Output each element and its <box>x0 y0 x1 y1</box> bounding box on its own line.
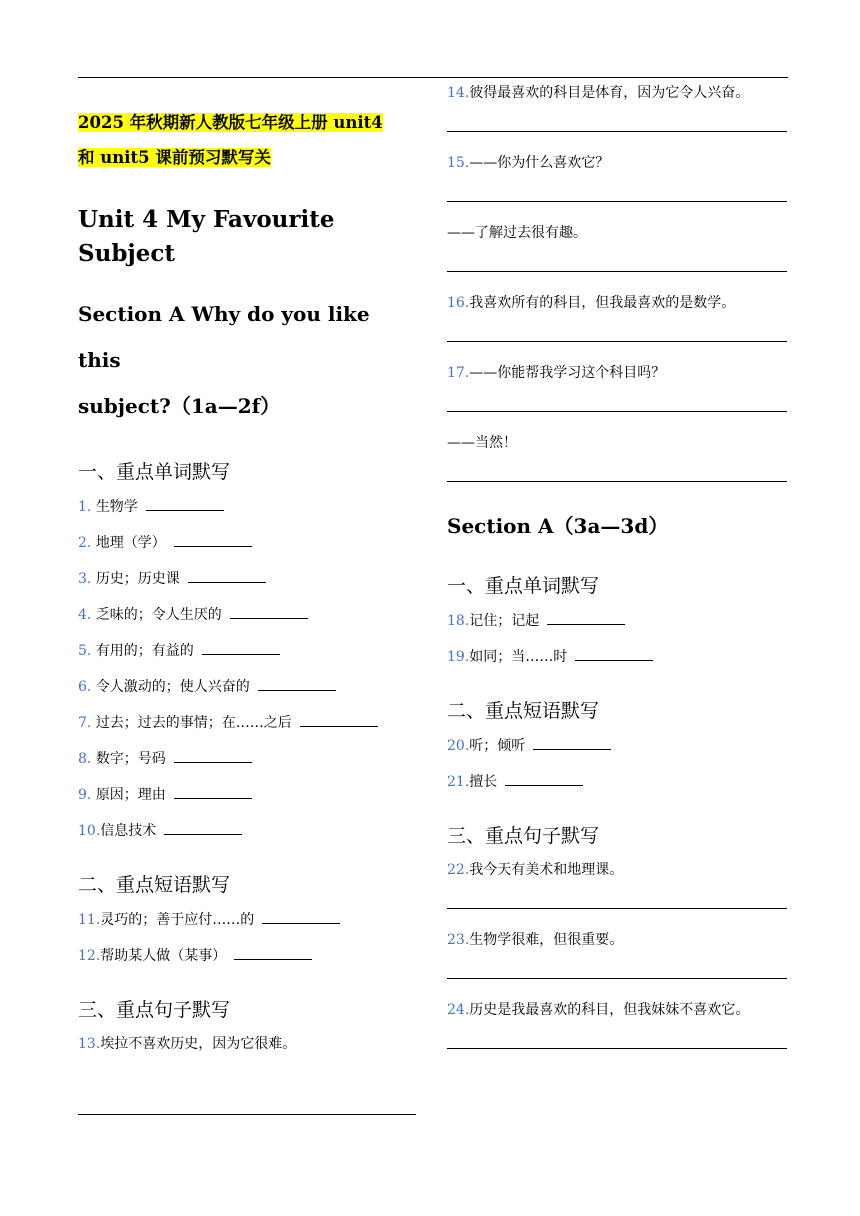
word-item <box>78 604 416 640</box>
answer-blank[interactable] <box>174 748 252 763</box>
item-number: 20. <box>447 738 470 754</box>
item-number: 4. <box>78 607 92 623</box>
item-number: 22. <box>447 862 470 878</box>
answer-blank[interactable] <box>188 568 266 583</box>
item-number: 8. <box>78 751 92 767</box>
answer-blank[interactable] <box>234 945 312 960</box>
answer-blank[interactable] <box>202 640 280 655</box>
word-item <box>78 784 416 820</box>
item-text: 令人激动的；使人兴奋的 <box>95 679 250 695</box>
answer-line[interactable] <box>447 341 787 342</box>
answer-line[interactable] <box>447 411 787 412</box>
word-item <box>78 748 416 784</box>
item-text: 历史是我最喜欢的科目，但我妹妹不喜欢它。 <box>469 1002 750 1018</box>
word-item <box>78 532 416 568</box>
item-number: 1. <box>78 499 92 515</box>
item-number: 17. <box>447 365 470 381</box>
item-text: 生物学很难，但很重要。 <box>469 932 624 948</box>
item-text: 原因；理由 <box>95 787 166 803</box>
document-title <box>78 105 416 175</box>
sentences-heading: 三、重点句子默写 <box>78 999 231 1021</box>
answer-blank[interactable] <box>230 604 308 619</box>
item-text: 过去；过去的事情；在……之后 <box>95 715 292 731</box>
sentence-item <box>447 1000 787 1048</box>
item-text: 生物学 <box>95 499 138 515</box>
item-number: 12. <box>78 948 101 964</box>
item-text: 听；倾听 <box>469 738 526 754</box>
item-text: ——你为什么喜欢它？ <box>469 155 610 171</box>
item-number: 9. <box>78 787 92 803</box>
answer-line[interactable] <box>78 1114 416 1115</box>
answer-blank[interactable] <box>146 496 224 511</box>
item-number: 11. <box>78 912 101 928</box>
answer-blank[interactable] <box>262 909 340 924</box>
item-text: 埃拉不喜欢历史，因为它很难。 <box>100 1036 297 1052</box>
item-text: 信息技术 <box>100 823 157 839</box>
answer-blank[interactable] <box>258 676 336 691</box>
item-text: 地理（学） <box>95 535 166 551</box>
item-text: 历史；历史课 <box>95 571 180 587</box>
phrase-item <box>78 909 416 945</box>
left-column <box>78 80 416 1070</box>
section-a2-heading: Section A（3a—3d） <box>447 514 669 538</box>
item-number: 7. <box>78 715 92 731</box>
answer-blank[interactable] <box>164 820 242 835</box>
item-number: 5. <box>78 643 92 659</box>
item-text: 擅长 <box>469 774 498 790</box>
answer-blank[interactable] <box>547 610 625 625</box>
sentence-item <box>78 1034 416 1070</box>
item-number: 14. <box>447 85 470 101</box>
sentence-item <box>447 930 787 978</box>
item-number: 3. <box>78 571 92 587</box>
sentences-heading: 三、重点句子默写 <box>447 825 600 847</box>
answer-line[interactable] <box>447 271 787 272</box>
answer-line[interactable] <box>447 201 787 202</box>
item-text: 彼得最喜欢的科目是体育，因为它令人兴奋。 <box>469 85 750 101</box>
words-heading: 一、重点单词默写 <box>447 575 600 597</box>
item-number: 19. <box>447 649 470 665</box>
item-text: 记住；记起 <box>469 613 540 629</box>
sentence-item <box>447 363 787 411</box>
item-number: 2. <box>78 535 92 551</box>
item-text: 如同；当……时 <box>469 649 568 665</box>
sentence-item <box>447 433 787 481</box>
item-text: ——你能帮我学习这个科目吗？ <box>469 365 666 381</box>
word-item <box>78 496 416 532</box>
section-a1-heading <box>78 291 416 429</box>
answer-line[interactable] <box>447 908 787 909</box>
answer-blank[interactable] <box>533 735 611 750</box>
word-item <box>78 640 416 676</box>
words-heading: 一、重点单词默写 <box>78 461 231 483</box>
item-number: 16. <box>447 295 470 311</box>
word-item <box>447 646 787 682</box>
word-item <box>78 820 416 856</box>
top-rule <box>78 77 788 78</box>
answer-blank[interactable] <box>505 771 583 786</box>
sentence-item <box>447 223 787 271</box>
item-text: 我喜欢所有的科目，但我最喜欢的是数学。 <box>469 295 736 311</box>
item-text: 帮助某人做（某事） <box>100 948 227 964</box>
document-title-line1: 2025 年秋期新人教版七年级上册 unit4 <box>78 113 383 132</box>
document-title-line2: 和 unit5 课前预习默写关 <box>78 148 271 167</box>
item-text: 有用的；有益的 <box>95 643 194 659</box>
phrases-heading: 二、重点短语默写 <box>78 874 231 896</box>
sentence-item <box>447 153 787 201</box>
answer-line[interactable] <box>447 481 787 482</box>
sentence-item <box>447 83 787 131</box>
item-text: ——当然！ <box>447 435 517 451</box>
sentence-item <box>447 860 787 908</box>
word-item <box>78 712 416 748</box>
right-column <box>447 80 787 1070</box>
item-number: 21. <box>447 774 470 790</box>
item-text: ——了解过去很有趣。 <box>447 225 587 241</box>
answer-blank[interactable] <box>174 532 252 547</box>
item-text: 灵巧的；善于应付……的 <box>100 912 255 928</box>
item-number: 15. <box>447 155 470 171</box>
word-item <box>447 610 787 646</box>
answer-blank[interactable] <box>300 712 378 727</box>
sentence-item <box>447 293 787 341</box>
item-number: 6. <box>78 679 92 695</box>
phrase-item <box>447 735 787 771</box>
item-number: 10. <box>78 823 101 839</box>
unit-heading: Unit 4 My Favourite Subject <box>78 206 335 267</box>
section-a1-heading-line2: subject?（1a—2f） <box>78 394 281 418</box>
item-text: 我今天有美术和地理课。 <box>469 862 624 878</box>
item-number: 13. <box>78 1036 101 1052</box>
phrase-item <box>447 771 787 807</box>
item-text: 数字；号码 <box>95 751 166 767</box>
phrase-item <box>78 945 416 981</box>
answer-line[interactable] <box>447 978 787 979</box>
section-a1-heading-line1: Section A Why do you like this <box>78 302 370 372</box>
word-item <box>78 568 416 604</box>
word-item <box>78 676 416 712</box>
item-text: 乏味的；令人生厌的 <box>95 607 222 623</box>
answer-line[interactable] <box>447 131 787 132</box>
item-number: 18. <box>447 613 470 629</box>
answer-blank[interactable] <box>174 784 252 799</box>
item-number: 24. <box>447 1002 470 1018</box>
answer-line[interactable] <box>447 1048 787 1049</box>
answer-blank[interactable] <box>575 646 653 661</box>
phrases-heading: 二、重点短语默写 <box>447 700 600 722</box>
item-number: 23. <box>447 932 470 948</box>
